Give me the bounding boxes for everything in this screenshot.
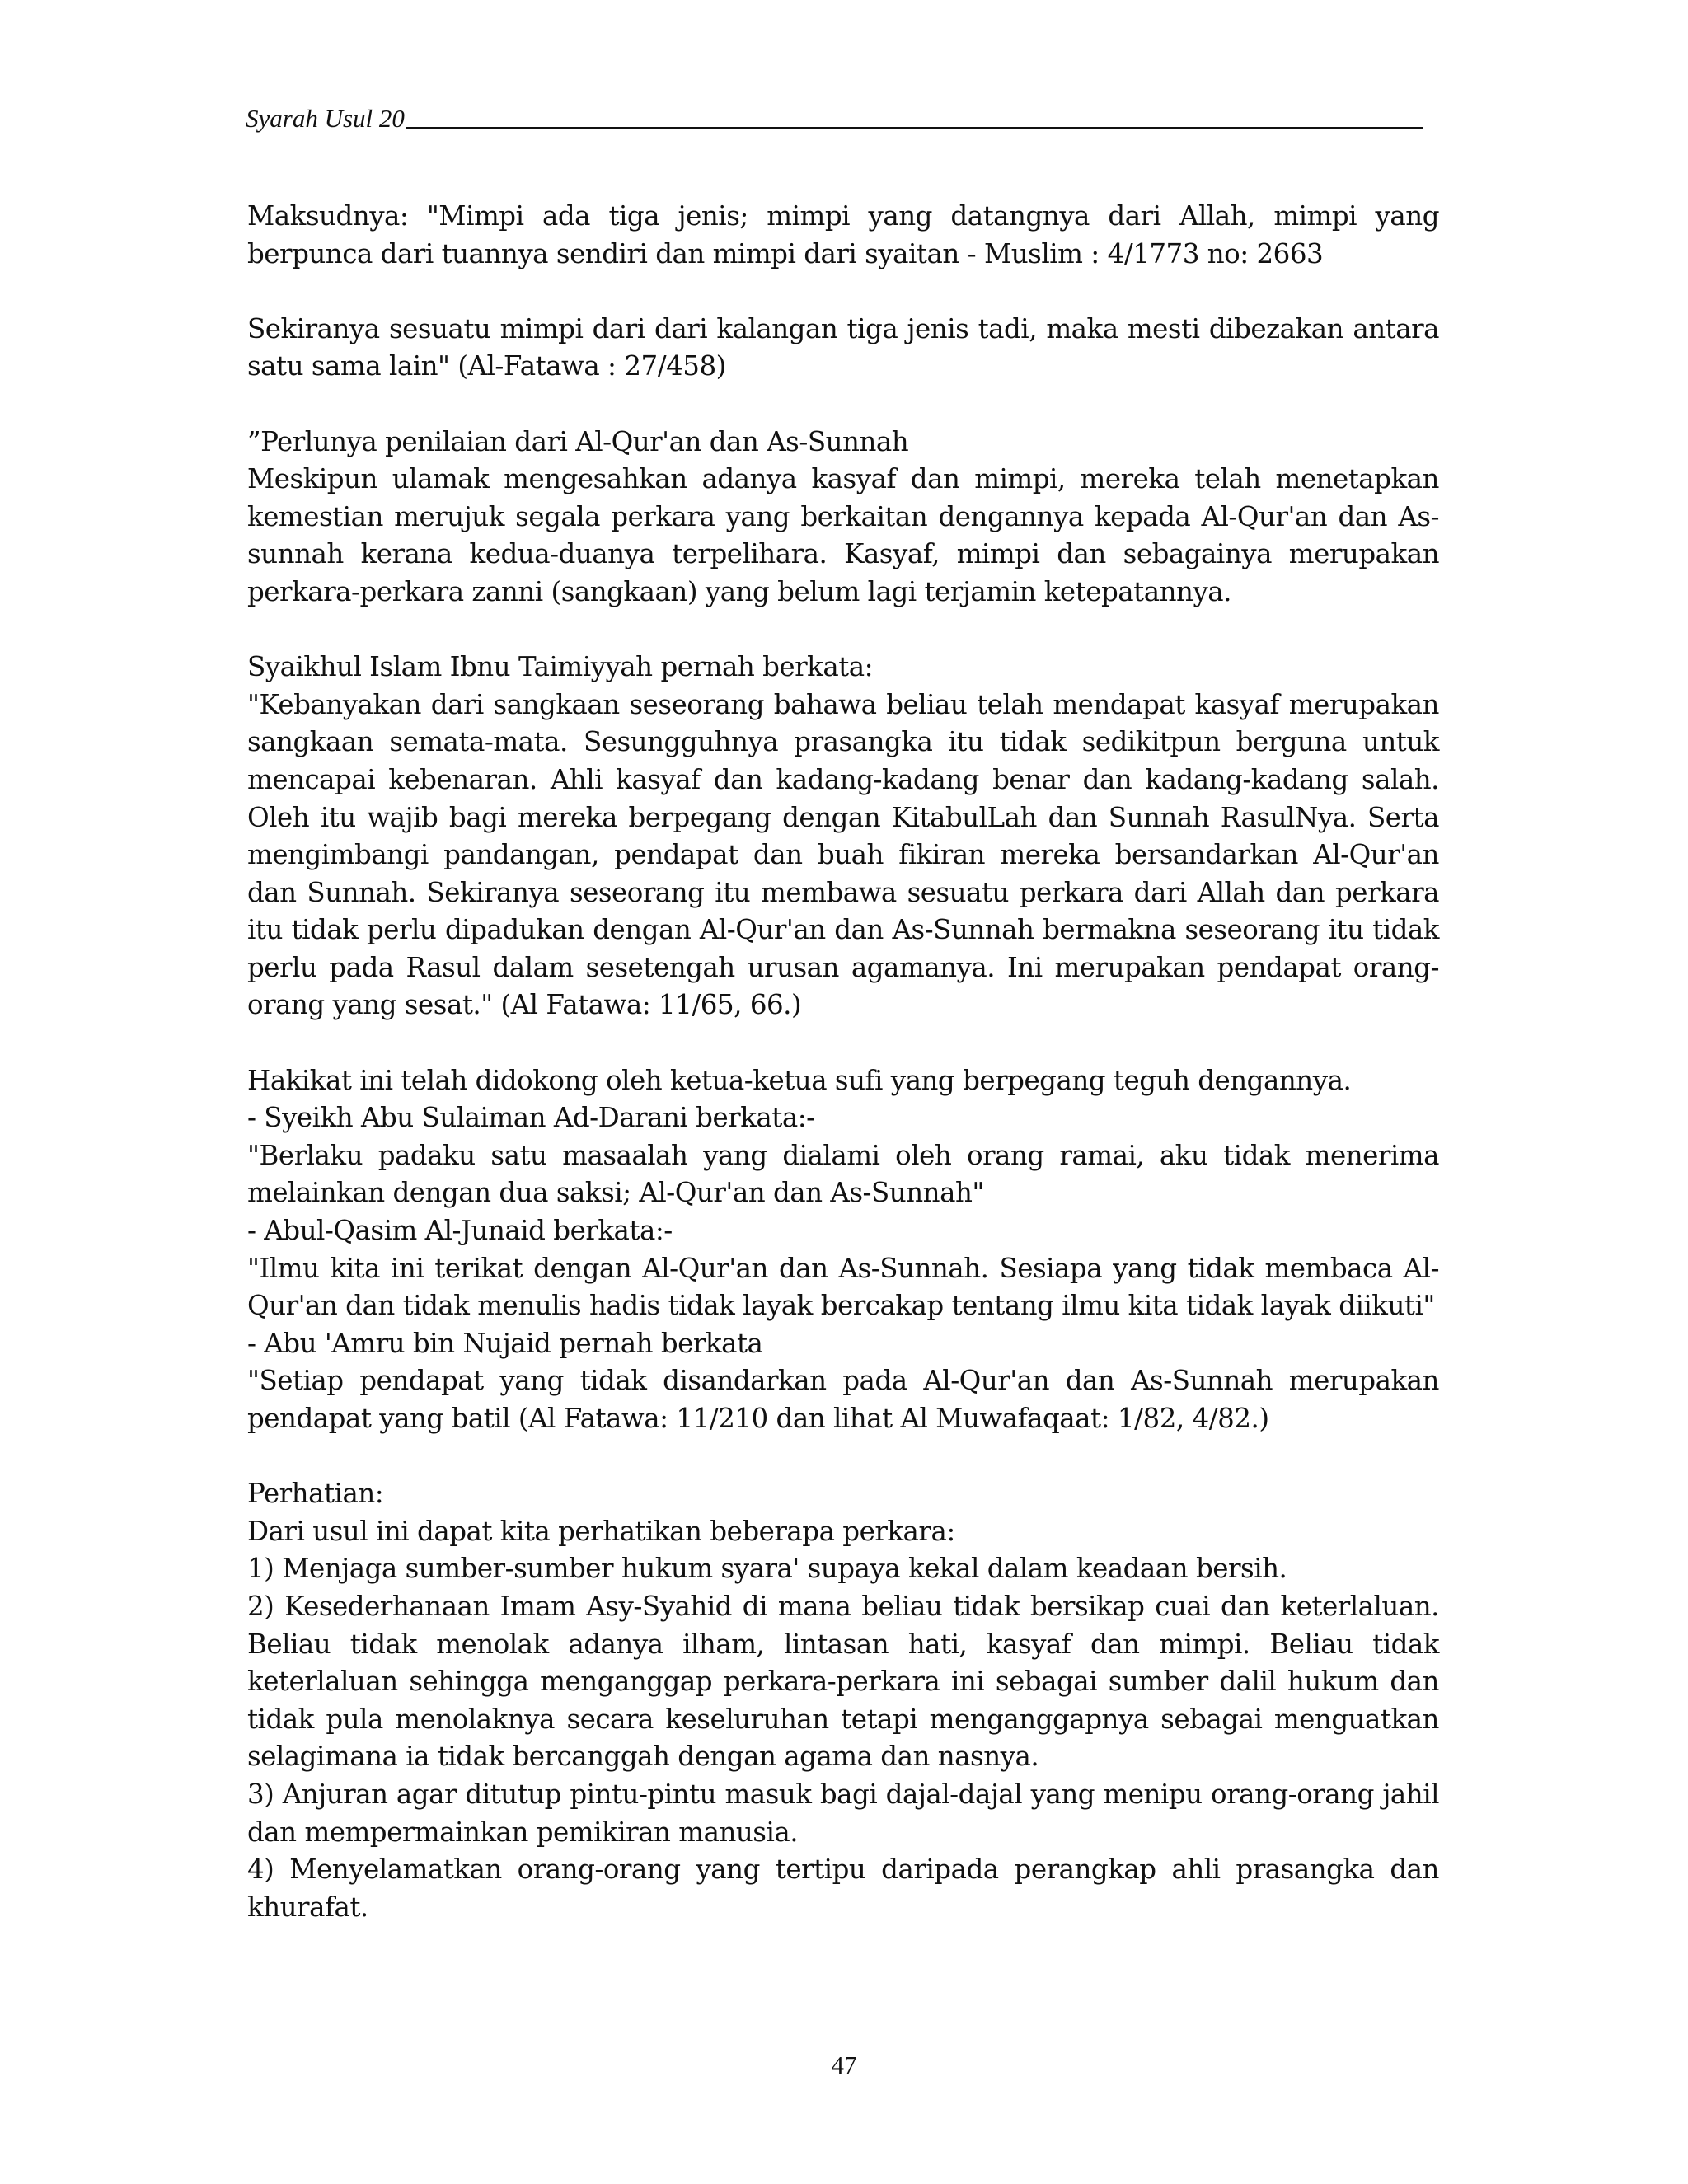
page-body bbox=[247, 198, 1439, 1926]
list-item: 4) Menyelamatkan orang-orang yang tertipu daripada perangkap ahli prasangka dan khurafat. bbox=[247, 1854, 1439, 1923]
paragraph-sufi-support: Hakikat ini telah didokong oleh ketua-ketua sufi yang berpegang teguh dengannya. bbox=[247, 1064, 1352, 1096]
list-item: 2) Kesederhanaan Imam Asy-Syahid di mana beliau tidak bersikap cuai dan keterlaluan. Beliau tidak menolak adanya ilham, lintasan hati, kasyaf dan mimpi. Beliau tidak keterlaluan sehingga menganggap perkara-perkara ini sebagai sumber dalil hukum dan tidak pula menolaknya secara keseluruhan tetapi menganggapnya sebagai menguatkan selagimana ia tidak bercanggah dengan agama dan nasnya. bbox=[247, 1590, 1439, 1773]
quote-intro-ibnu-taimiyyah: Syaikhul Islam Ibnu Taimiyyah pernah berkata: bbox=[247, 651, 874, 683]
quote-al-junaid: "Ilmu kita ini terikat dengan Al-Qur'an dan As-Sunnah. Sesiapa yang tidak membaca Al-Qur'an dan tidak menulis hadis tidak layak bercakap tentang ilmu kita tidak layak diikuti" bbox=[247, 1252, 1439, 1322]
header-rule bbox=[406, 127, 1423, 129]
paragraph-gap bbox=[247, 612, 1439, 649]
paragraph-gap bbox=[247, 1024, 1439, 1062]
paragraph-gap bbox=[247, 1438, 1439, 1476]
paragraph-assessment: Meskipun ulamak mengesahkan adanya kasyaf dan mimpi, mereka telah menetapkan kemestian merujuk segala perkara yang berkaitan dengannya kepada Al-Qur'an dan As-sunnah kerana kedua-duanya terpelihara. Kasyaf, mimpi dan sebagainya merupakan perkara-perkara zanni (sangkaan) yang belum lagi terjamin ketepatannya. bbox=[247, 463, 1439, 607]
section-heading-perhatian: Perhatian: bbox=[247, 1478, 384, 1510]
paragraph-dream-types: Maksudnya: "Mimpi ada tiga jenis; mimpi yang datangnya dari Allah, mimpi yang berpunca dari tuannya sendiri dan mimpi dari syaitan - Muslim : 4/1773 no: 2663 bbox=[247, 200, 1439, 269]
speaker-abu-amru: - Abu 'Amru bin Nujaid pernah berkata bbox=[247, 1327, 763, 1359]
running-header-title: Syarah Usul 20 bbox=[246, 104, 405, 133]
speaker-ad-darani: - Syeikh Abu Sulaiman Ad-Darani berkata:- bbox=[247, 1102, 815, 1134]
section-heading-assessment: ”Perlunya penilaian dari Al-Qur'an dan As-Sunnah bbox=[247, 425, 909, 457]
page-number: 47 bbox=[831, 2050, 857, 2079]
quote-ad-darani: "Berlaku padaku satu masaalah yang dialami oleh orang ramai, aku tidak menerima melainkan dengan dua saksi; Al-Qur'an dan As-Sunnah" bbox=[247, 1139, 1439, 1209]
paragraph-gap bbox=[247, 273, 1439, 311]
quote-ibnu-taimiyyah: "Kebanyakan dari sangkaan seseorang bahawa beliau telah mendapat kasyaf merupakan sangkaan semata-mata. Sesungguhnya prasangka itu tidak sedikitpun berguna untuk mencapai kebenaran. Ahli kasyaf dan kadang-kadang benar dan kadang-kadang salah. Oleh itu wajib bagi mereka berpegang dengan KitabulLah dan Sunnah RasulNya. Serta mengimbangi pandangan, pendapat dan buah fikiran mereka bersandarkan Al-Qur'an dan Sunnah. Sekiranya seseorang itu membawa sesuatu perkara dari Allah dan perkara itu tidak perlu dipadukan dengan Al-Qur'an dan As-Sunnah bermakna seseorang itu tidak perlu pada Rasul dalam sesetengah urusan agamanya. Ini merupakan pendapat orang-orang yang sesat." (Al Fatawa: 11/65, 66.) bbox=[247, 688, 1439, 1021]
list-item: 3) Anjuran agar ditutup pintu-pintu masuk bagi dajal-dajal yang menipu orang-orang jahil dan mempermainkan pemikiran manusia. bbox=[247, 1778, 1439, 1848]
list-item: 1) Menjaga sumber-sumber hukum syara' supaya kekal dalam keadaan bersih. bbox=[247, 1553, 1287, 1585]
paragraph-dream-distinguish: Sekiranya sesuatu mimpi dari dari kalangan tiga jenis tadi, maka mesti dibezakan antara satu sama lain" (Al-Fatawa : 27/458) bbox=[247, 312, 1439, 382]
speaker-al-junaid: - Abul-Qasim Al-Junaid berkata:- bbox=[247, 1215, 673, 1247]
list-intro: Dari usul ini dapat kita perhatikan beberapa perkara: bbox=[247, 1515, 955, 1547]
paragraph-gap bbox=[247, 386, 1439, 424]
running-header bbox=[246, 97, 1423, 134]
quote-abu-amru: "Setiap pendapat yang tidak disandarkan pada Al-Qur'an dan As-Sunnah merupakan pendapat yang batil (Al Fatawa: 11/210 dan lihat Al Muwafaqaat: 1/82, 4/82.) bbox=[247, 1365, 1439, 1434]
